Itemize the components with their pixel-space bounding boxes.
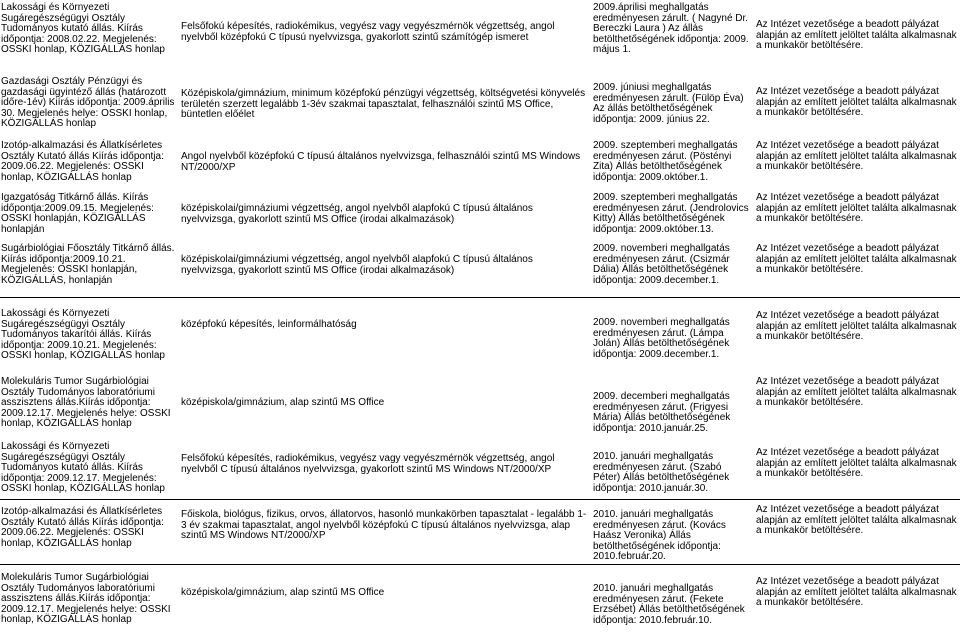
position-cell: Izotóp-alkalmazási és Állatkísérletes Osztály Kutató állás Kiírás időpontja: 2009.06.22. Megjelenés: OSSKI honlap, KÖZIGÁLLÁS honlap	[1, 506, 164, 549]
status-cell: 2009. decemberi meghallgatás eredményesen zárut. (Frigyesi Mária) Állás betölthetőségének időpontja: 2010.január.25.	[593, 391, 731, 434]
decision-cell: Az Intézet vezetősége a beadott pályázat alapján az említett jelöltet találta alkalmasnak a munkakör betöltésére.	[756, 504, 957, 537]
status-cell: 2009. júniusi meghallgatás eredményesen zárult. (Fülöp Éva) Az állás betölthetőségének időpontja: 2009. június 22.	[593, 82, 744, 125]
position-cell: Molekuláris Tumor Sugárbiológiai Osztály Tudományos laboratóriumi asszisztens állás.Kiírás időpontja: 2009.12.17. Megjelenés helye: OSSKI honlap, KÖZIGÁLLÁS honlap	[1, 376, 171, 430]
requirements-cell: középiskolai/gimnáziumi végzettség, angol nyelvből alapfokú C típusú általános nyelvvizsga, gyakorlott szintű MS Office (irodai alkalmazások)	[181, 203, 533, 225]
requirements-cell: Felsőfokú képesítés, radiokémikus, vegyész vagy vegyészmérnök végzettség, angol nyelvből C típusú általános nyelvvizsga, gyakorlott szintű MS Windows NT/2000/XP	[181, 453, 555, 475]
decision-cell: Az Intézet vezetősége a beadott pályázat alapján az említett jelöltet találta alkalmasnak a munkakör betöltésére.	[756, 576, 957, 609]
position-cell: Lakossági és Környezeti Sugáregészségügyi Osztály Tudományos kutató állás. Kiírás időpontja: 2009.12.17. Megjelenés: OSSKI honlap, KÖZIGÁLLÁS honlap	[1, 441, 165, 495]
requirements-cell: középiskola/gimnázium, alap szintű MS Office	[181, 587, 385, 598]
row-separator	[0, 297, 960, 298]
row-separator	[0, 564, 960, 565]
decision-cell: Az Intézet vezetősége a beadott pályázat alapján az említett jelöltet találta alkalmasnak a munkakör betöltésére.	[756, 19, 957, 52]
position-cell: Lakossági és Környezeti Sugáregészségügyi Osztály Tudományos kutató állás. Kiírás időpontja: 2008.02.22. Megjelenés: OSSKI honlap, KÖZIGÁLLÁS honlap	[1, 2, 165, 56]
decision-cell: Az Intézet vezetősége a beadott pályázat alapján az említett jelöltet találta alkalmasnak a munkakör betöltésére.	[756, 447, 957, 480]
decision-cell: Az Intézet vezetősége a beadott pályázat alapján az említett jelöltet találta alkalmasnak a munkakör betöltésére.	[756, 243, 957, 276]
status-cell: 2009. novemberi meghallgatás eredményesen zárut. (Lámpa Jolán) Állás betölthetőségének időpontja: 2009.december.1.	[593, 317, 730, 360]
requirements-cell: Angol nyelvből középfokú C típusú általános nyelvvizsga, felhasználói szintű MS Windows NT/2000/XP	[181, 151, 581, 173]
status-cell: 2009. szeptemberi meghallgatás eredményesen zárut. (Jendrolovics Kitty) Állás betölthetőségének időpontja: 2009.október.13.	[593, 192, 749, 235]
requirements-cell: Főiskola, biológus, fizikus, orvos, állatorvos, hasonló munkakörben tapasztalat - legalább 1-3 év szakmai tapasztalat, angol nyelvből középfokú C típusú általános nyelvvizsga, alap szintű MS Windows NT/2000/XP	[181, 509, 587, 542]
row-separator	[0, 499, 960, 500]
status-cell: 2009. szeptemberi meghallgatás eredményesen zárut. (Pöstényi Zita) Állás betölthetőségének időpontja: 2009.október.1.	[593, 140, 738, 183]
position-cell: Izotóp-alkalmazási és Állatkísérletes Osztály Kutató állás Kiírás időpontja: 2009.06.22. Megjelenés: OSSKI honlap, KÖZIGÁLLÁS honlap	[1, 140, 164, 183]
requirements-cell: középfokú képesítés, leinformálhatóság	[181, 319, 357, 330]
requirements-cell: Középiskola/gimnázium, minimum középfokú pénzügyi végzettség, költségvetési könyvelés területén szerzett legalább 1-3év szakmai tapasztalat, felhasználói szintű MS Office, büntetlen előélet	[181, 88, 586, 121]
status-cell: 2010. januári meghallgatás eredményesen zárut. (Fekete Erzsébet) Állás betölthetőségének időpontja: 2010.február.10.	[593, 583, 745, 626]
requirements-cell: középiskolai/gimnáziumi végzettség, angol nyelvből alapfokú C típusú általános nyelvvizsga, gyakorlott szintű MS Office (irodai alkalmazások)	[181, 254, 533, 276]
status-cell: 2009. novemberi meghallgatás eredményesen zárut. (Csizmár Dália) Állás betölthetőségének időpontja: 2009.december.1.	[593, 243, 730, 286]
decision-cell: Az Intézet vezetősége a beadott pályázat alapján az említett jelöltet találta alkalmasnak a munkakör betöltésére.	[756, 192, 957, 225]
requirements-cell: Felsőfokú képesítés, radiokémikus, vegyész vagy vegyészmérnök végzettség, angol nyelvből középfokú C típusú nyelvvizsga, gyakorlott szintű számítógép ismeret	[181, 21, 555, 43]
decision-cell: Az Intézet vezetősége a beadott pályázat alapján az említett jelöltet találta alkalmasnak a munkakör betöltésére.	[756, 376, 957, 409]
status-cell: 2010. januári meghallgatás eredményesen zárut. (Szabó Péter) Állás betölthetőségének időpontja: 2010.január.30.	[593, 451, 730, 494]
decision-cell: Az Intézet vezetősége a beadott pályázat alapján az említett jelöltet találta alkalmasnak a munkakör betöltésére.	[756, 86, 957, 119]
decision-cell: Az Intézet vezetősége a beadott pályázat alapján az említett jelöltet találta alkalmasnak a munkakör betöltésére.	[756, 140, 957, 173]
decision-cell: Az Intézet vezetősége a beadott pályázat alapján az említett jelöltet találta alkalmasnak a munkakör betöltésére.	[756, 310, 957, 343]
position-cell: Sugárbiológiai Főosztály Titkárnő állás. Kiírás időpontja:2009.10.21. Megjelenés: OSSKI honlapján, KÖZIGÁLLÁS, honlapján	[1, 243, 175, 286]
requirements-cell: középiskola/gimnázium, alap szintű MS Office	[181, 397, 385, 408]
position-cell: Molekuláris Tumor Sugárbiológiai Osztály Tudományos laboratóriumi asszisztens állás.Kiírás időpontja: 2009.12.17. Megjelenés helye: OSSKI honlap, KÖZIGÁLLÁS honlap	[1, 572, 171, 626]
status-cell: 2010. januári meghallgatás eredményesen zárut. (Kovács Haász Veronika) Állás betölthetőségének időpontja: 2010.február.20.	[593, 509, 726, 563]
position-cell: Igazgatóság Titkárnő állás. Kiírás időpontja:2009.09.15. Megjelenés: OSSKI honlapján, KÖZIGÁLLÁS honlapján	[1, 192, 154, 235]
position-cell: Gazdasági Osztály Pénzügyi és gazdasági ügyintéző állás (határozott időre-1év) Kiírás időpontja: 2009.április 30. Megjelenés helye: OSSKI honlap, KÖZIGÁLLÁS honlap	[1, 76, 175, 130]
position-cell: Lakossági és Környezeti Sugáregészségügyi Osztály Tudományos takarítói állás. Kiírás időpontja: 2009.10.21. Megjelenés: OSSKI honlap, KÖZIGÁLLÁS honlap	[1, 308, 165, 362]
status-cell: 2009.áprilisi meghallgatás eredményesen zárult. ( Nagyné Dr. Bereczki Laura ) Az állás betölthetőségének időpontja: 2009. május 1.	[593, 2, 749, 56]
